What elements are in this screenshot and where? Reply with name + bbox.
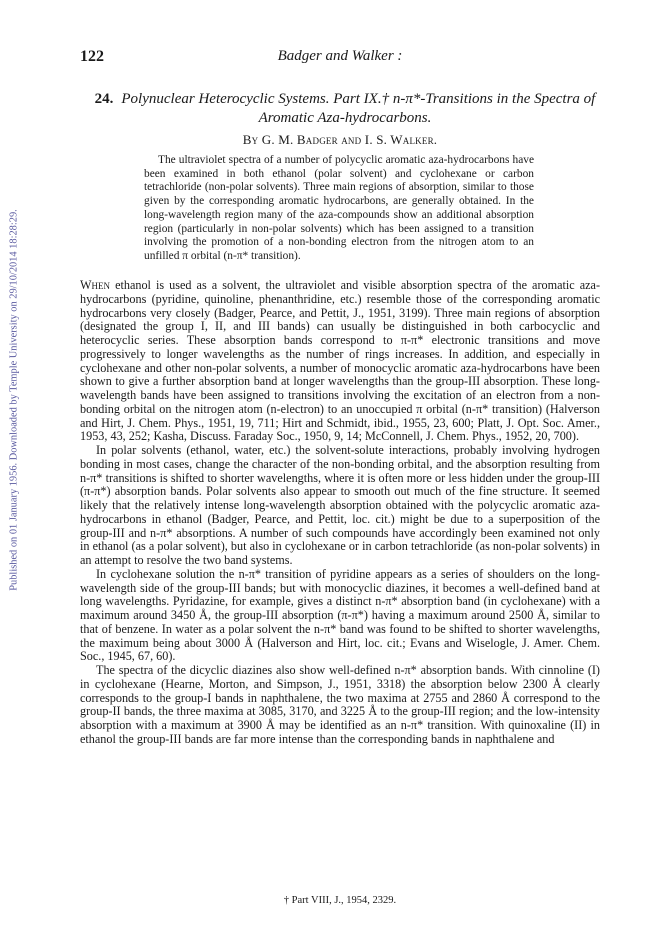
lead-word: When [80, 278, 110, 292]
paragraph-4: The spectra of the dicyclic diazines also show well-defined n-π* absorption bands. With cinnoline (I) in cyclohexane (Hearne, Morton, and Simpson, J., 1951, 3318) the absorption below 2300 Å clearly corresponds to the group-I bands in naphthalene, the two maxima at 2755 and 2860 Å correspond to the group-II bands, the three maxima at 3085, 3170, and 3225 Å to the group-III region; and the low-intensity absorption with a maximum at 3900 Å may be identified as an n-π* transition. With quinoxaline (II) in ethanol the group-III bands are far more intense than the corresponding bands in naphthalene and [80, 663, 600, 746]
paragraph-1 [80, 279, 600, 444]
article-number: 24. [94, 91, 114, 107]
running-head [80, 48, 600, 68]
download-watermark-text[interactable]: Published on 01 January 1956. Downloaded by Temple University on 29/10/2014 18:28:29. [8, 209, 20, 591]
page-number: 122 [80, 48, 104, 65]
footnote: † Part VIII, J., 1954, 2329. [283, 895, 397, 906]
abstract-text: The ultraviolet spectra of a number of polycyclic aromatic aza-hydrocarbons have been examined in both ethanol (polar solvent) and cyclohexane or carbon tetrachloride (non-polar solvents). Three main regions of absorption, similar to those given by the corresponding aromatic hydrocarbons, are generally obtained. In the long-wavelength region many of the aza-compounds show an additional absorption region (particularly in non-polar solvents) which has been assigned to a transition involving the promotion of a non-bonding electron from the nitrogen atom to an unfilled π orbital (n-π* transition). [144, 154, 534, 262]
paragraph-1-text: ethanol is used as a solvent, the ultraviolet and visible absorption spectra of the aromatic aza-hydrocarbons (pyridine, quinoline, phenanthridine, etc.) resemble those of the corresponding aromatic hydrocarbons very closely (Badger, Pearce, and Pettit, J., 1951, 3199). Three main regions of absorption (designated the group I, II, and III bands) can usually be distinguished in both carbocyclic and heterocyclic series. These absorption bands correspond to π-π* electronic transitions and move progressively to longer wavelengths as the number of rings increases. In addition, and especially in cyclohexane and other non-polar solvents, a number of monocyclic aromatic aza-hydrocarbons have been shown to give a further absorption band at longer wavelengths than the group-III absorption. These long-wavelength bands have been assigned to transitions involving the excitation of an electron from a non-bonding orbital on the nitrogen atom (n-electron) to an unoccupied π orbital (n-π* transition) (Halverson and Hirt, J. Chem. Phys., 1951, 19, 711; Hirt and Schmidt, ibid., 1955, 23, 600; Platt, J. Opt. Soc. Amer., 1953, 43, 252; Kasha, Discuss. Faraday Soc., 1950, 9, 14; McConnell, J. Chem. Phys., 1952, 20, 700). [80, 278, 601, 444]
download-watermark [4, 150, 24, 650]
body-text [80, 279, 600, 747]
article-title [80, 90, 610, 128]
article-title-text: Polynuclear Heterocyclic Systems. Part IX.† n-π*-Transitions in the Spectra of Aromatic Aza-hydrocarbons. [121, 91, 596, 126]
authors: By G. M. Badger and I. S. Walker. [242, 132, 438, 147]
running-title: Badger and Walker : [277, 48, 403, 64]
paragraph-3: In cyclohexane solution the n-π* transition of pyridine appears as a series of shoulders on the long-wavelength side of the group-III bands; but with monocyclic diazines, it becomes a well-defined band at long wavelengths. Pyridazine, for example, gives a distinct n-π* absorption band (in cyclohexane) with a maximum around 3450 Å, the group-III absorption (π-π*) having a maximum around 2500 Å, similar to that of benzene. In water as a polar solvent the n-π* band was found to be shifted to shorter wavelengths, the maximum being about 3000 Å (Halverson and Hirt, loc. cit.; Evans and Wiselogle, J. Amer. Chem. Soc., 1945, 67, 60). [80, 566, 600, 664]
abstract [144, 154, 534, 264]
paragraph-2: In polar solvents (ethanol, water, etc.) the solvent-solute interactions, probably involving hydrogen bonding in most cases, change the character of the non-bonding orbital, and the absorption resulting from n-π* transitions is shifted to shorter wavelengths, where it is often more or less hidden under the group-III (π-π*) absorption bands. Polar solvents also appear to smooth out much of the fine structure. It seemed likely that the relatively intense long-wavelength absorption obtained with the polycyclic aromatic aza-hydrocarbons in ethanol (Badger, Pearce, and Pettit, loc. cit.) might be due to a superposition of the group-III and n-π* absorptions. A number of such compounds have accordingly been examined not only in ethanol (as a polar solvent), but also in cyclohexane or in carbon tetrachloride (as non-polar solvents) in an attempt to resolve the two band systems. [80, 443, 600, 567]
